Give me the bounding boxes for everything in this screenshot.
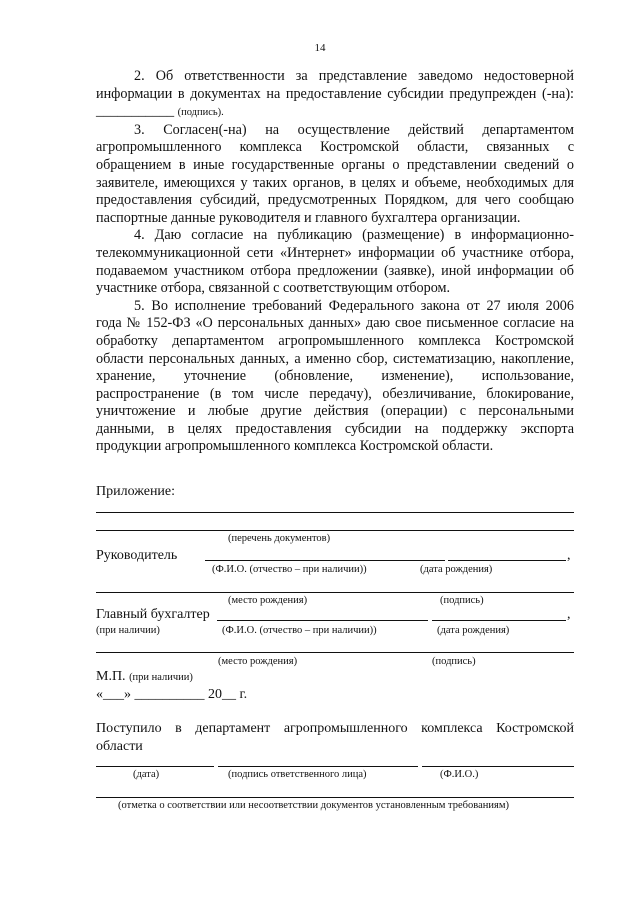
accountant-birthplace-line xyxy=(96,652,574,653)
page-number: 14 xyxy=(314,42,326,54)
accountant-comma: , xyxy=(567,607,571,622)
head-fio-line xyxy=(205,560,445,561)
received-fio-line xyxy=(422,766,574,767)
consent-body xyxy=(96,68,574,456)
paragraph-2-text: 2. Об ответственности за представление заведомо недостоверной информации в документах на предоставление субсидии предупрежден (-на): ___________ xyxy=(96,68,574,120)
accountant-sign-caption: (подпись) xyxy=(432,656,476,667)
head-sign-caption: (подпись) xyxy=(440,595,484,606)
attachment-caption: (перечень документов) xyxy=(228,533,331,544)
accountant-birthplace-caption: (место рождения) xyxy=(218,656,298,667)
accountant-dob-line xyxy=(432,620,566,621)
head-birthplace-line xyxy=(96,592,574,593)
received-text: Поступило в департамент агропромышленного комплекса Костромской области xyxy=(96,721,574,754)
head-dob-line xyxy=(448,560,566,561)
accountant-fio-caption: (Ф.И.О. (отчество – при наличии)) xyxy=(222,625,377,636)
accountant-fio-line xyxy=(217,620,428,621)
attachment-line-1 xyxy=(96,512,574,513)
paragraph-2 xyxy=(96,68,574,122)
paragraph-3: 3. Согласен(-на) на осуществление действий департаментом агропромышленного комплекса Костромской области, связанных с обращением в иные государственные органы о представлении сведений о заявителе, имеющихся у таких органов, в целях и объеме, необходимых для предоставления субсидий, предусмотренных Порядком, для чего сообщаю паспортные данные руководителя и главного бухгалтера организации. xyxy=(96,121,574,226)
received-sign-line xyxy=(218,766,418,767)
received-sign-caption: (подпись ответственного лица) xyxy=(228,769,367,780)
compliance-line xyxy=(96,797,574,798)
received-date-line xyxy=(96,766,214,767)
attachment-label: Приложение: xyxy=(96,484,176,499)
received-fio-caption: (Ф.И.О.) xyxy=(440,769,479,780)
head-comma: , xyxy=(567,548,571,563)
received-date-caption: (дата) xyxy=(133,769,160,780)
compliance-caption: (отметка о соответствии или несоответствии документов установленным требованиям) xyxy=(118,800,509,811)
head-label: Руководитель xyxy=(96,548,178,563)
paragraph-2-sign-caption: (подпись). xyxy=(177,107,224,119)
accountant-sub-label: (при наличии) xyxy=(96,625,160,636)
accountant-label: Главный бухгалтер xyxy=(96,607,210,622)
head-fio-caption: (Ф.И.О. (отчество – при наличии)) xyxy=(212,564,367,575)
stamp-label: М.П. xyxy=(96,669,126,684)
stamp-block xyxy=(96,669,193,685)
head-birthplace-caption: (место рождения) xyxy=(228,595,308,606)
paragraph-4: 4. Даю согласие на публикацию (размещение) в информационно-телекоммуникационной сети «Интернет» информации об участнике отбора, подаваемом участником отбора предложении (заявке), иной информации об участнике отбора, связанной с соответствующим отбором. xyxy=(96,227,574,297)
paragraph-5: 5. Во исполнение требований Федерального закона от 27 июля 2006 года № 152-ФЗ «О персональных данных» даю свое письменное согласие на обработку департаментом агропромышленного комплекса Костромской области персональных данных, а именно сбор, систематизацию, накопление, хранение, уточнение (обновление, изменение), использование, распространение (в том числе передачу), обезличивание, блокирование, уничтожение и любые другие действия (операции) с персональными данными, в целях предоставления субсидии на поддержку экспорта продукции агропромышленного комплекса Костромской области. xyxy=(96,297,574,455)
accountant-dob-caption: (дата рождения) xyxy=(437,625,510,636)
head-dob-caption: (дата рождения) xyxy=(420,564,493,575)
stamp-note: (при наличии) xyxy=(129,672,193,683)
stamp-date-line: «___» __________ 20__ г. xyxy=(96,687,248,702)
attachment-line-2 xyxy=(96,530,574,531)
